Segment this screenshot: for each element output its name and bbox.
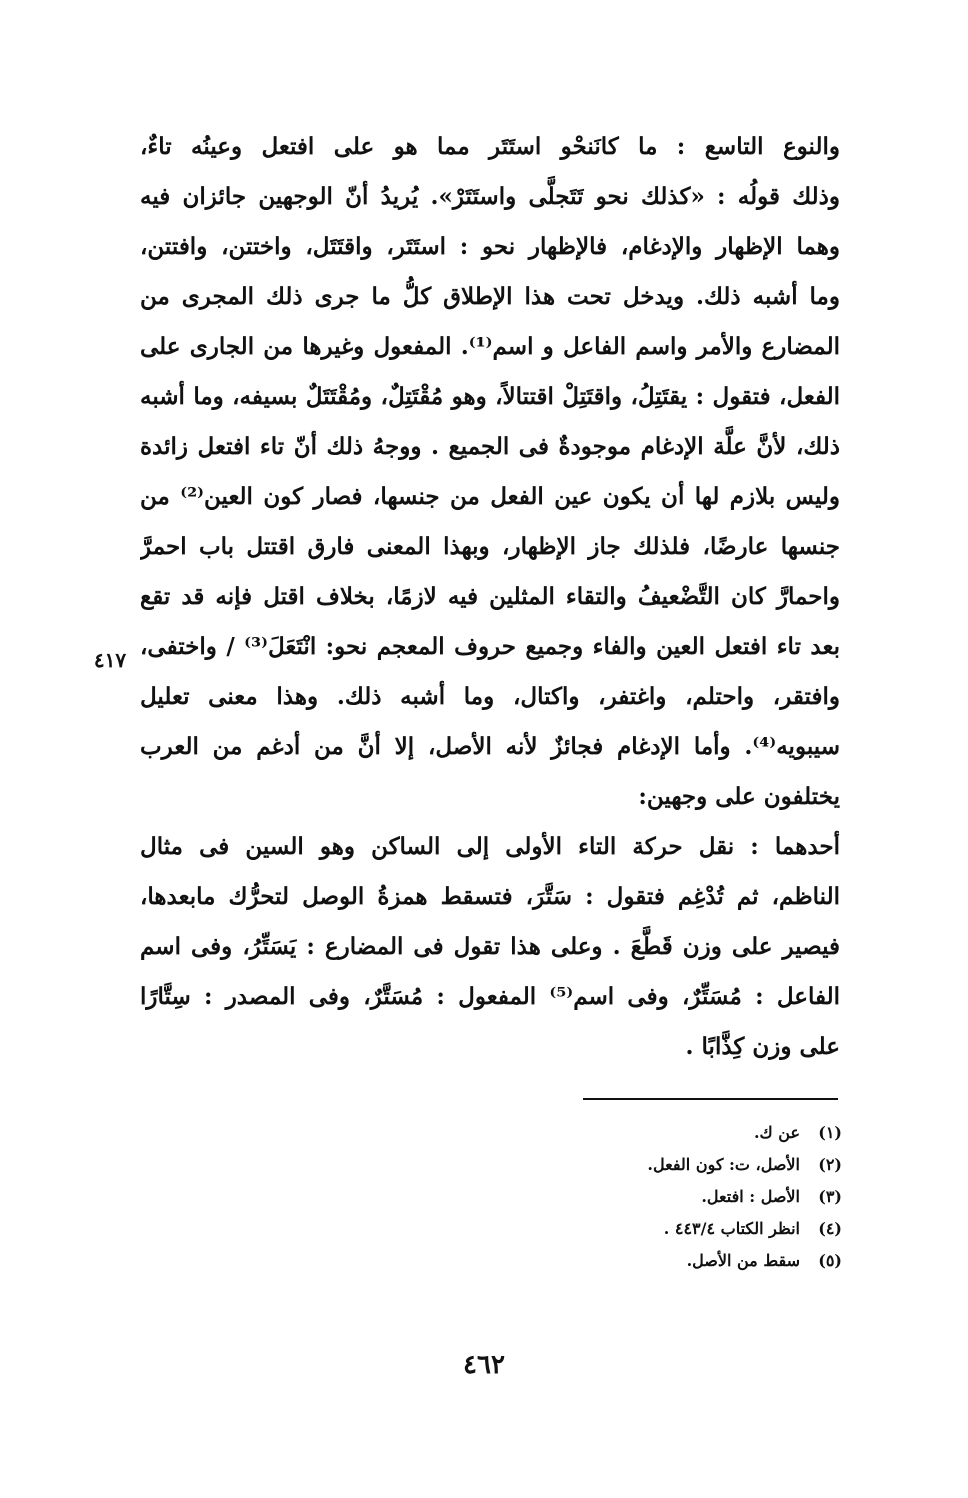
footnote-number: (٢) xyxy=(818,1155,842,1174)
footnote-text: انظر الكتاب ٤٤٣/٤ . xyxy=(663,1219,800,1238)
body-line: بعد تاء افتعل العين والفاء وجميع حروف المعجم نحو: انْتَعَلَ⁽³⁾ / واختفى، xyxy=(140,633,840,660)
footnote-text: الأصل، ت: كون الفعل. xyxy=(647,1155,800,1174)
body-line: المضارع والأمر واسم الفاعل و اسم⁽¹⁾. المفعول وغيرها من الجارى على xyxy=(140,333,840,360)
body-line: سيبويه⁽⁴⁾. وأما الإدغام فجائزٌ لأنه الأصل، إلا أنَّ من أدغم من العرب xyxy=(140,733,840,760)
body-line: الفاعل : مُسَتِّرٌ، وفى اسم⁽⁵⁾ المفعول : مُسَتَّرٌ، وفى المصدر : سِتَّارًا xyxy=(140,983,840,1010)
footnote-item xyxy=(560,1150,842,1180)
footnote-text: الأصل : افتعل. xyxy=(701,1187,800,1206)
body-line: جنسها عارضًا، فلذلك جاز الإظهار، وبهذا المعنى فارق اقتتل باب احمرَّ xyxy=(140,533,840,560)
footnote-divider xyxy=(583,1098,838,1100)
footnote-item xyxy=(560,1214,842,1244)
footnote-text: سقط من الأصل. xyxy=(686,1251,800,1270)
body-line: فيصير على وزن قَطَّعَ . وعلى هذا تقول فى المضارع : يَسَتِّرُ، وفى اسم xyxy=(140,933,840,960)
body-line: وذلك قولُه : «كذلك نحو تَتَجلَّى واستَتَرْ». يُريدُ أنّ الوجهين جائزان فيه xyxy=(140,183,840,210)
page-number: ٤٦٢ xyxy=(463,1350,505,1380)
body-line: أحدهما : نقل حركة التاء الأولى إلى الساكن وهو السين فى مثال xyxy=(140,833,840,860)
footnote-number: (٣) xyxy=(818,1187,842,1206)
footnote-text: عن ك. xyxy=(753,1123,800,1142)
body-line: والنوع التاسع : ما كانَنحْو استَتَر مما هو على افتعل وعينُه تاءٌ، xyxy=(140,133,840,160)
body-line: الناظم، ثم تُدْغِم فتقول : سَتَّرَ، فتسقط همزةُ الوصل لتحرُّك مابعدها، xyxy=(140,883,840,910)
footnote-number: (٥) xyxy=(818,1251,842,1270)
footnote-item xyxy=(560,1246,842,1276)
body-line: يختلفون على وجهين: xyxy=(638,783,840,810)
body-line: ذلك، لأنَّ علَّة الإدغام موجودةٌ فى الجميع . ووجهُ ذلك أنّ تاء افتعل زائدة xyxy=(140,433,840,460)
footnote-number: (٤) xyxy=(818,1219,842,1238)
body-line: وليس بلازم لها أن يكون عين الفعل من جنسها، فصار كون العين⁽²⁾ من xyxy=(140,483,840,510)
footnote-number: (١) xyxy=(818,1123,842,1142)
footnote-item xyxy=(560,1118,842,1148)
body-line: الفعل، فتقول : يقتَتِلُ، واقتَتِلْ اقتتالاً، وهو مُقْتَتِلٌ، ومُقْتَتَلٌ بسيفه، وما أشبه xyxy=(140,383,840,410)
body-line: وما أشبه ذلك. ويدخل تحت هذا الإطلاق كلُّ ما جرى ذلك المجرى من xyxy=(140,283,840,310)
body-line: وافتقر، واحتلم، واغتفر، واكتال، وما أشبه ذلك. وهذا معنى تعليل xyxy=(140,683,840,710)
body-line: واحمارَّ كان التَّضْعيفُ والتقاء المثلين فيه لازمًا، بخلاف اقتل فإنه قد تقع xyxy=(140,583,840,610)
body-line: على وزن كِذَّابًا . xyxy=(685,1033,840,1060)
body-line: وهما الإظهار والإدغام، فالإظهار نحو : استَتَر، واقتَتَل، واختتن، وافتتن، xyxy=(140,233,840,260)
margin-page-reference: ٤١٧ xyxy=(93,648,127,672)
footnote-item xyxy=(560,1182,842,1212)
